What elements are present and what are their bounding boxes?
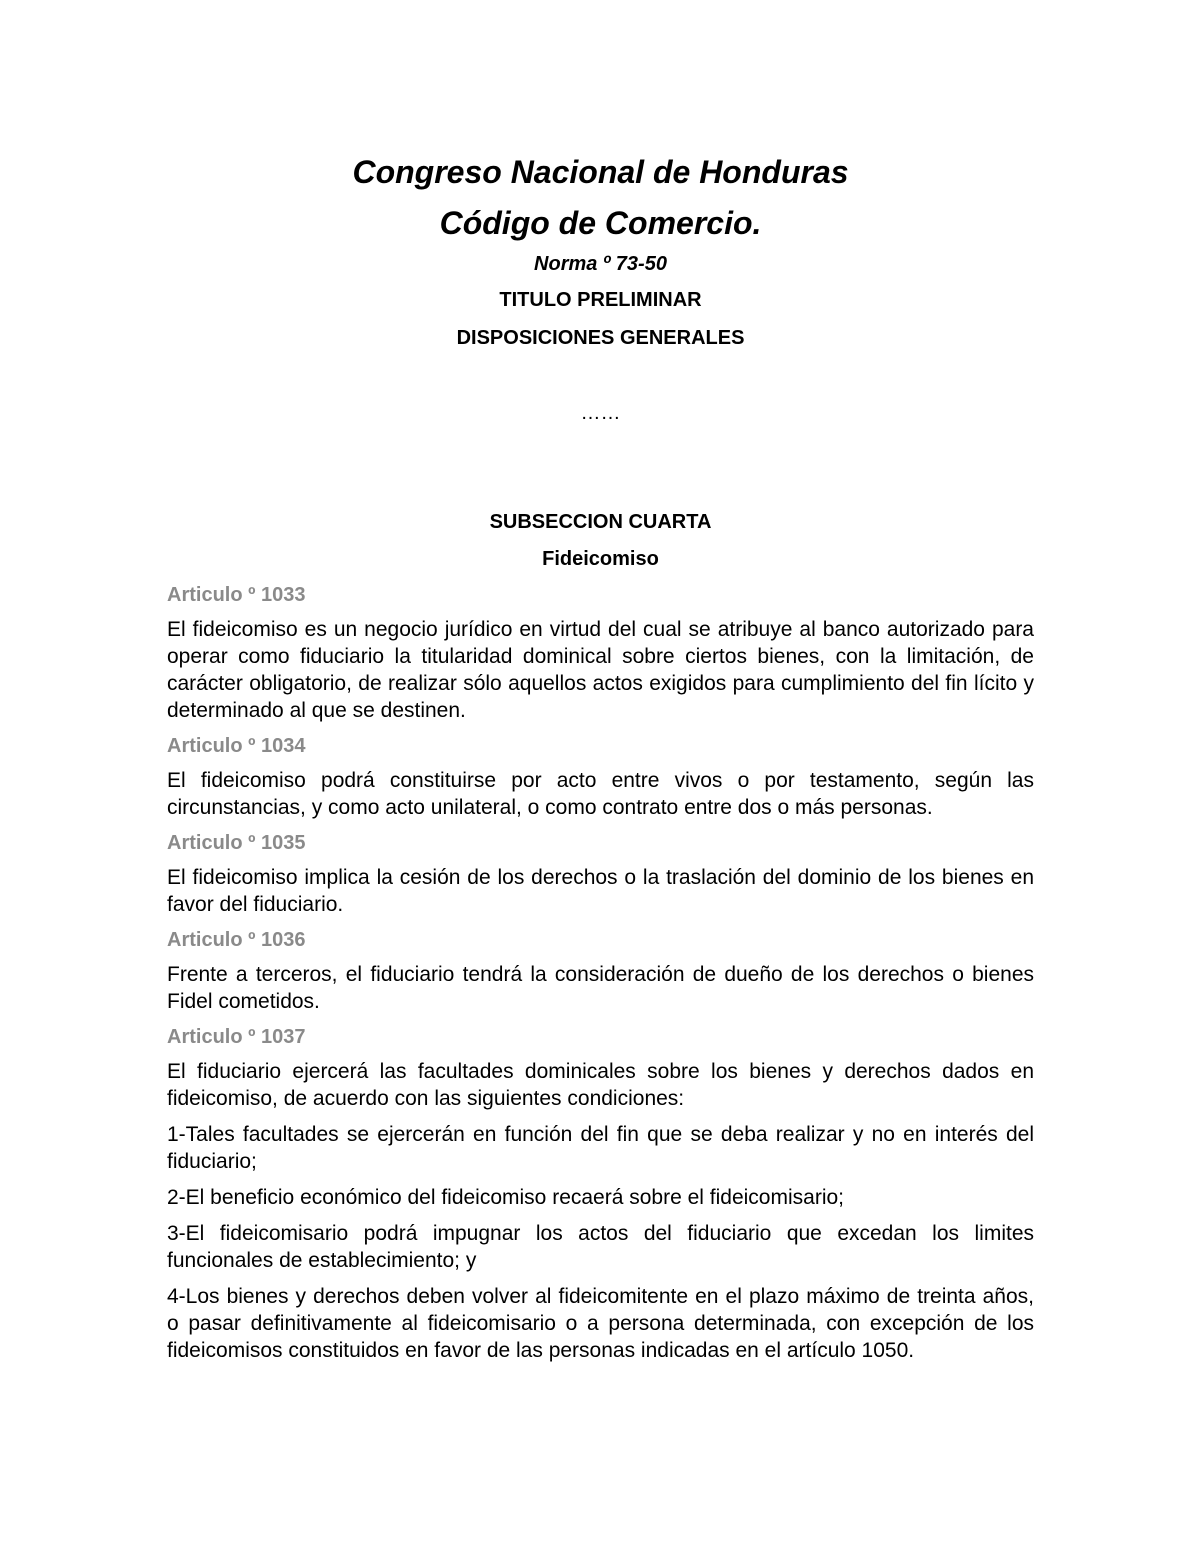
article-paragraph: El fideicomiso podrá constituirse por acto entre vivos o por testamento, según las circunstancias, y como acto unilateral, o como contrato entre dos o más personas. <box>167 769 1034 819</box>
section-name: Fideicomiso <box>542 548 659 570</box>
article <box>167 582 1034 724</box>
article-paragraph: El fideicomiso implica la cesión de los derechos o la traslación del dominio de los bienes en favor del fiduciario. <box>167 866 1034 916</box>
article-list-item: 1-Tales facultades se ejercerán en función del fin que se deba realizar y no en interés del fiduciario; <box>167 1123 1034 1173</box>
norma-number: Norma º 73-50 <box>534 253 667 275</box>
document-page <box>167 0 1034 1553</box>
articles-body <box>167 582 1034 1373</box>
article-label: Articulo º 1037 <box>167 1026 306 1048</box>
article-paragraph: El fideicomiso es un negocio jurídico en virtud del cual se atribuye al banco autorizado para operar como fiduciario la titularidad dominical sobre ciertos bienes, con la limitación, de carácter obligatorio, de realizar sólo aquellos actos exigidos para cumplimiento del fin lícito y determinado al que se destinen. <box>167 618 1034 722</box>
article-label: Articulo º 1035 <box>167 832 306 854</box>
article-list-item: 3-El fideicomisario podrá impugnar los actos del fiduciario que excedan los limites funcionales de establecimiento; y <box>167 1222 1034 1272</box>
article-paragraph: El fiduciario ejercerá las facultades dominicales sobre los bienes y derechos dados en fideicomiso, de acuerdo con las siguientes condiciones: <box>167 1060 1034 1110</box>
article-label: Articulo º 1034 <box>167 735 306 757</box>
ellipsis-separator: …… <box>580 402 621 424</box>
article <box>167 830 1034 918</box>
article-label: Articulo º 1033 <box>167 584 306 606</box>
article-list-item: 2-El beneficio económico del fideicomiso recaerá sobre el fideicomisario; <box>167 1186 844 1209</box>
article-label: Articulo º 1036 <box>167 929 306 951</box>
document-subtitle: Código de Comercio. <box>439 205 762 241</box>
article <box>167 1024 1034 1364</box>
titulo-heading: TITULO PRELIMINAR <box>499 289 702 311</box>
article-paragraph: Frente a terceros, el fiduciario tendrá la consideración de dueño de los derechos o bienes Fidel cometidos. <box>167 963 1034 1013</box>
article-list-item: 4-Los bienes y derechos deben volver al fideicomitente en el plazo máximo de treinta años, o pasar definitivamente al fideicomisario o a persona determinada, con excepción de los fideicomisos constituidos en favor de las personas indicadas en el artículo 1050. <box>167 1285 1034 1362</box>
disposiciones-heading: DISPOSICIONES GENERALES <box>456 327 745 349</box>
article <box>167 733 1034 821</box>
article <box>167 927 1034 1015</box>
subsection-heading: SUBSECCION CUARTA <box>489 511 712 533</box>
document-title: Congreso Nacional de Honduras <box>352 154 849 190</box>
